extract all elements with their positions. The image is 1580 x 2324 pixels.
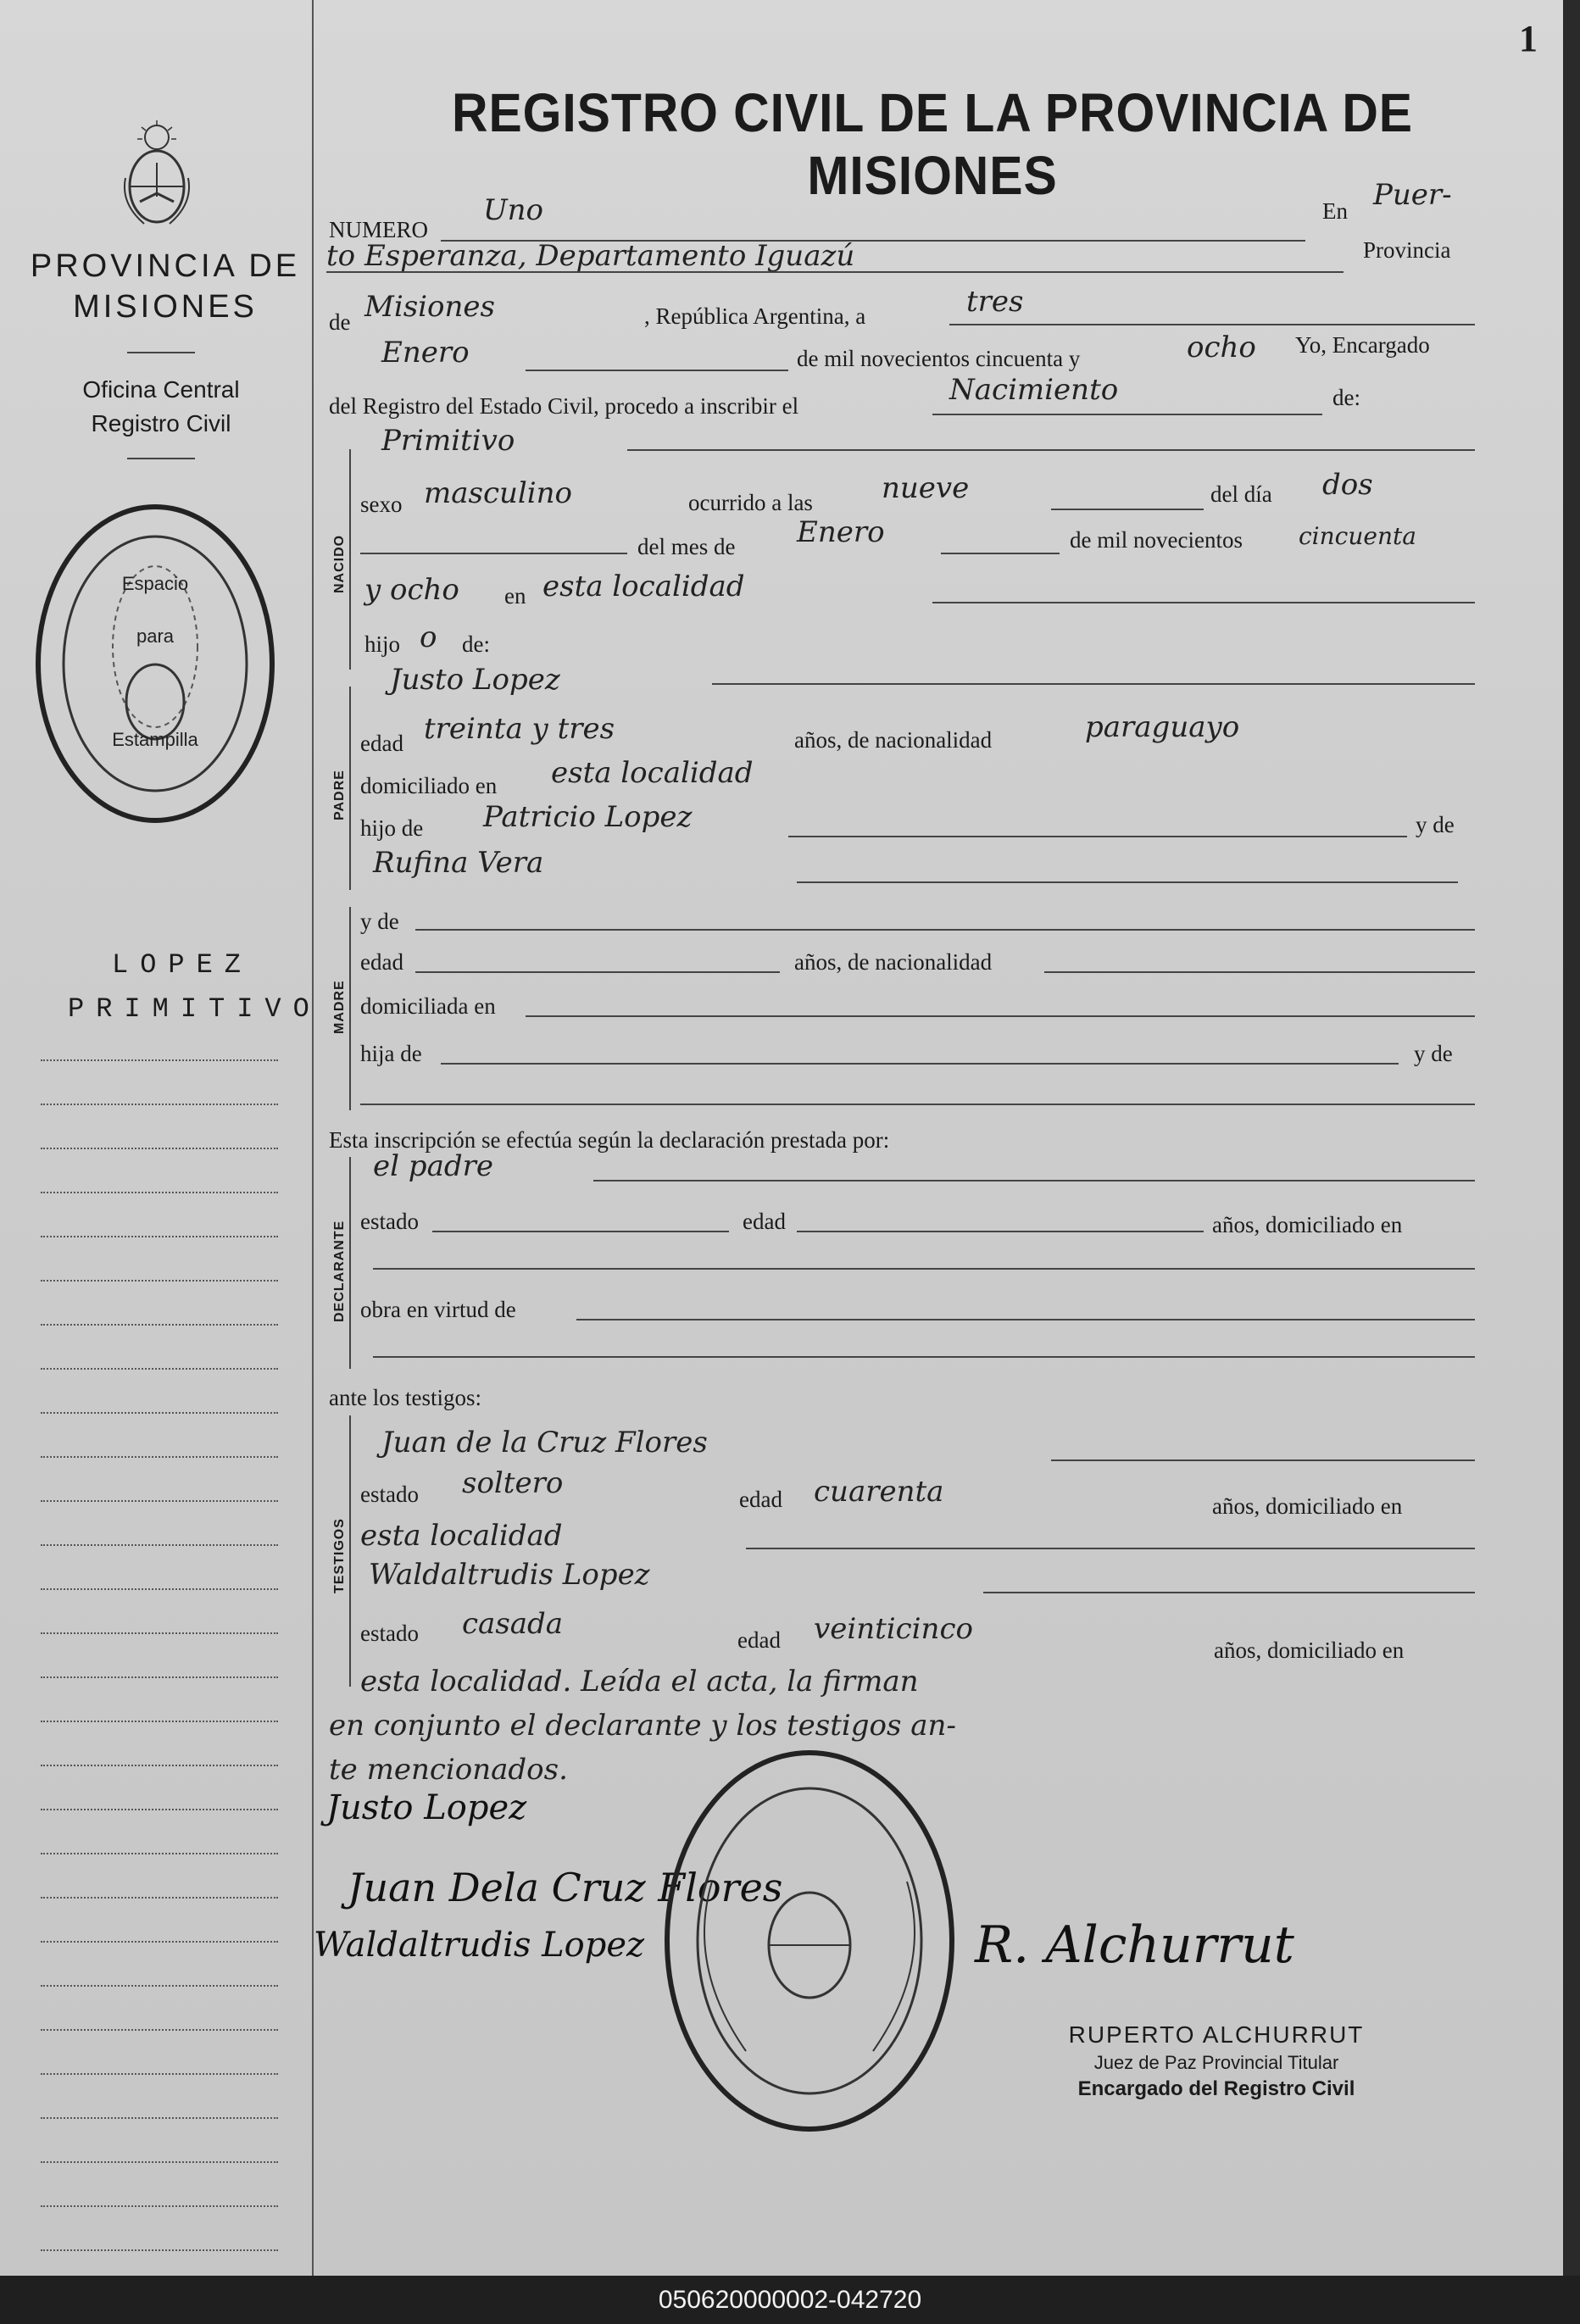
mes-line [941,553,1060,554]
obra-line-2 [373,1356,1475,1358]
hora-line [1051,509,1204,510]
margin-dotted-line [41,2117,278,2119]
padre-name: Justo Lopez [390,663,560,697]
margin-dotted-line [41,2205,278,2207]
hijode-label: hijo de [360,815,424,841]
numero-label: NUMERO [329,217,429,242]
margin-dotted-line [41,1368,278,1370]
testigo1-estado: soltero [462,1466,564,1500]
provincia-label: Provincia [1363,237,1451,263]
margin-dotted-line [41,1941,278,1943]
margin-given-name: PRIMITIVO [68,993,321,1025]
milnov-label: de mil novecientos [1070,527,1243,553]
madre-nac-line [1044,971,1475,973]
signature-4: R. Alchurrut [975,1915,1294,1975]
dia-value: dos [1322,468,1373,502]
madre-extra-line [360,1104,1475,1105]
name-value: Primitivo [381,424,515,458]
delmes-label: del mes de [637,534,736,559]
anios2-label: años, domiciliado en [1214,1637,1405,1663]
padre-padre-line [788,836,1407,837]
margin-dotted-line [41,1897,278,1899]
margin-dotted-line [41,1412,278,1414]
closing-line-1: esta localidad. Leída el acta, la firman [360,1665,919,1699]
declarante-dom-line [373,1268,1475,1270]
place-line [326,271,1344,273]
registro-label: del Registro del Estado Civil, procedo a inscribir el [329,393,799,419]
margin-dotted-line [41,1765,278,1766]
court-stamp-icon [32,498,278,829]
hijade-label: hija de [360,1041,422,1066]
estado-label: estado [360,1209,419,1234]
ocurrido-label: ocurrido a las [688,490,813,515]
testigos-intro: ante los testigos: [329,1385,481,1410]
anios-dom-label: años, domiciliado en [1212,1212,1403,1237]
testigo2-name: Waldaltrudis Lopez [369,1558,650,1592]
year-label: de mil novecientos cincuenta y [797,346,1081,371]
hora-value: nueve [882,471,970,505]
closing-line-2: en conjunto el declarante y los testigos an- [329,1709,956,1743]
act-line [932,414,1322,415]
edad-madre-label: edad [360,949,403,975]
anios-nac-madre-label: años, de nacionalidad [794,949,993,975]
footer-code: 050620000002-042720 [0,2276,1580,2324]
month-value: Enero [381,336,470,370]
anios1-label: años, domiciliado en [1212,1493,1403,1519]
estado1-label: estado [360,1482,419,1507]
estado2-label: estado [360,1621,419,1646]
margin-dotted-line [41,1544,278,1546]
document-title: REGISTRO CIVIL DE LA PROVINCIA DE MISIONES [452,82,1413,206]
numero-value: Uno [483,193,544,227]
padre-name-line [712,683,1475,685]
padre-nacionalidad: paraguayo [1085,710,1240,744]
official-block [1060,2021,1373,2101]
office-line-2: Registro Civil [91,410,231,436]
domiciliado-label: domiciliado en [360,773,498,798]
stamp-text-3: Estampilla [112,729,198,750]
name-line [627,449,1475,451]
padre-madre: Rufina Vera [373,846,544,880]
testigo2-estado: casada [462,1607,564,1641]
edad2-label: edad [737,1627,781,1653]
declarante-line [593,1180,1475,1181]
de2-label: de: [1332,385,1360,410]
domiciliada-label: domiciliada en [360,993,496,1019]
margin-dotted-line [41,1324,278,1326]
madre-name-line [415,929,1475,931]
madre-padres-line [441,1063,1399,1065]
margin-column [0,0,321,2276]
testigo2-edad: veinticinco [814,1612,973,1646]
margin-dotted-line [41,2029,278,2031]
padre-section-label: PADRE [332,770,347,820]
margin-dotted-line [41,1809,278,1810]
signature-2: Juan Dela Cruz Flores [348,1865,783,1910]
divider [127,458,195,459]
testigos-bracket [349,1415,351,1687]
padre-padre: Patricio Lopez [483,800,693,834]
de-label: de [329,309,351,335]
signature-3: Waldaltrudis Lopez [314,1926,645,1965]
nacido-bracket [349,449,351,670]
declarante-value: el padre [373,1149,493,1183]
testigo1-name: Juan de la Cruz Flores [381,1426,708,1459]
testigo1-name-line [1051,1459,1475,1461]
madre-dom-line [526,1015,1475,1017]
official-title-1: Juez de Paz Provincial Titular [1093,2052,1339,2073]
en-value: Puer- [1373,178,1452,212]
divider [127,352,195,353]
anios-nac-label: años, de nacionalidad [794,727,993,753]
official-title-2: Encargado del Registro Civil [1077,2077,1355,2100]
page-number: 1 [1519,18,1538,59]
day-line [949,324,1475,325]
padre-edad: treinta y tres [424,712,615,746]
sexo-value: masculino [424,476,573,510]
yo-label: Yo, Encargado [1295,332,1430,358]
month-line [526,370,788,371]
madre-edad-line [415,971,780,973]
margin-dotted-line [41,1985,278,1987]
obra-label: obra en virtud de [360,1297,516,1322]
testigo2-name-line [983,1592,1475,1593]
padre-madre-line [797,881,1458,883]
blank-line [360,553,627,554]
place-value: to Esperanza, Departamento Iguazú [326,239,855,273]
signature-1: Justo Lopez [326,1788,527,1827]
hijo-label: hijo [364,631,401,657]
stamp-text-1: Espacio [121,573,189,594]
nacido-section-label: NACIDO [332,534,347,593]
margin-dotted-line [41,1721,278,1722]
padre-domicilio: esta localidad [551,756,754,790]
page-edge [1563,0,1580,2276]
y-de-madre-label: y de [360,909,399,934]
declarante-bracket [349,1157,351,1369]
testigo1-domicilio: esta localidad [360,1519,563,1553]
testigo1-dom-line [746,1548,1475,1549]
margin-dotted-line [41,1192,278,1193]
margin-dotted-line [41,2161,278,2163]
declarante-estado-line [432,1231,729,1232]
province-name: PROVINCIA DE MISIONES [30,248,301,325]
deldia-label: del día [1210,481,1272,507]
office-label [34,373,288,441]
margin-dotted-line [41,1104,278,1105]
year-value: ocho [1187,331,1256,364]
declarante-section-label: DECLARANTE [332,1220,347,1322]
de3-label: de: [462,631,490,657]
day-value: tres [966,285,1024,319]
closing-line-3: te mencionados. [329,1753,568,1787]
yde-label: y de [1416,812,1455,837]
obra-line [576,1319,1475,1320]
margin-dotted-line [41,1236,278,1237]
padre-bracket [349,687,351,890]
margin-dotted-line [41,2073,278,2075]
office-line-1: Oficina Central [82,376,240,403]
margin-dotted-line [41,1588,278,1590]
testigos-section-label: TESTIGOS [332,1518,347,1593]
edad-label: edad [360,731,403,756]
margin-dotted-line [41,1676,278,1678]
madre-bracket [349,907,351,1110]
stamp-text-2: para [136,625,175,647]
en-label: En [1322,198,1348,224]
hijo-o-value: o [420,620,437,654]
margin-dotted-line [41,2249,278,2251]
margin-dotted-line [41,1632,278,1634]
en2-label: en [504,583,526,609]
madre-section-label: MADRE [332,980,347,1034]
lugar-value: esta localidad [542,570,745,603]
margin-dotted-line [41,1059,278,1061]
edad1-label: edad [739,1487,782,1512]
margin-dotted-line [41,1456,278,1458]
anio-value-2: y ocho [364,573,459,607]
official-name: RUPERTO ALCHURRUT [1068,2021,1365,2048]
coat-of-arms-icon [119,119,195,229]
provincia-value: Misiones [364,290,495,324]
declarante-edad-line [797,1231,1204,1232]
sexo-label: sexo [360,492,403,517]
testigo1-edad: cuarenta [814,1475,944,1509]
margin-dotted-line [41,1280,278,1282]
lugar-line [932,602,1475,603]
margin-dotted-line [41,1148,278,1149]
mes-value: Enero [797,515,885,549]
court-stamp-main-icon [661,1746,958,2136]
margin-dotted-line [41,1500,278,1502]
edad-declarante-label: edad [743,1209,786,1234]
anio-value: cincuenta [1299,522,1416,550]
margin-surname: LOPEZ [111,949,253,981]
margin-dotted-line [41,1853,278,1854]
inscripcion-label: Esta inscripción se efectúa según la declaración prestada por: [329,1127,890,1153]
yde2-label: y de [1414,1041,1453,1066]
republica-label: , República Argentina, a [644,303,866,329]
act-value: Nacimiento [949,373,1119,407]
